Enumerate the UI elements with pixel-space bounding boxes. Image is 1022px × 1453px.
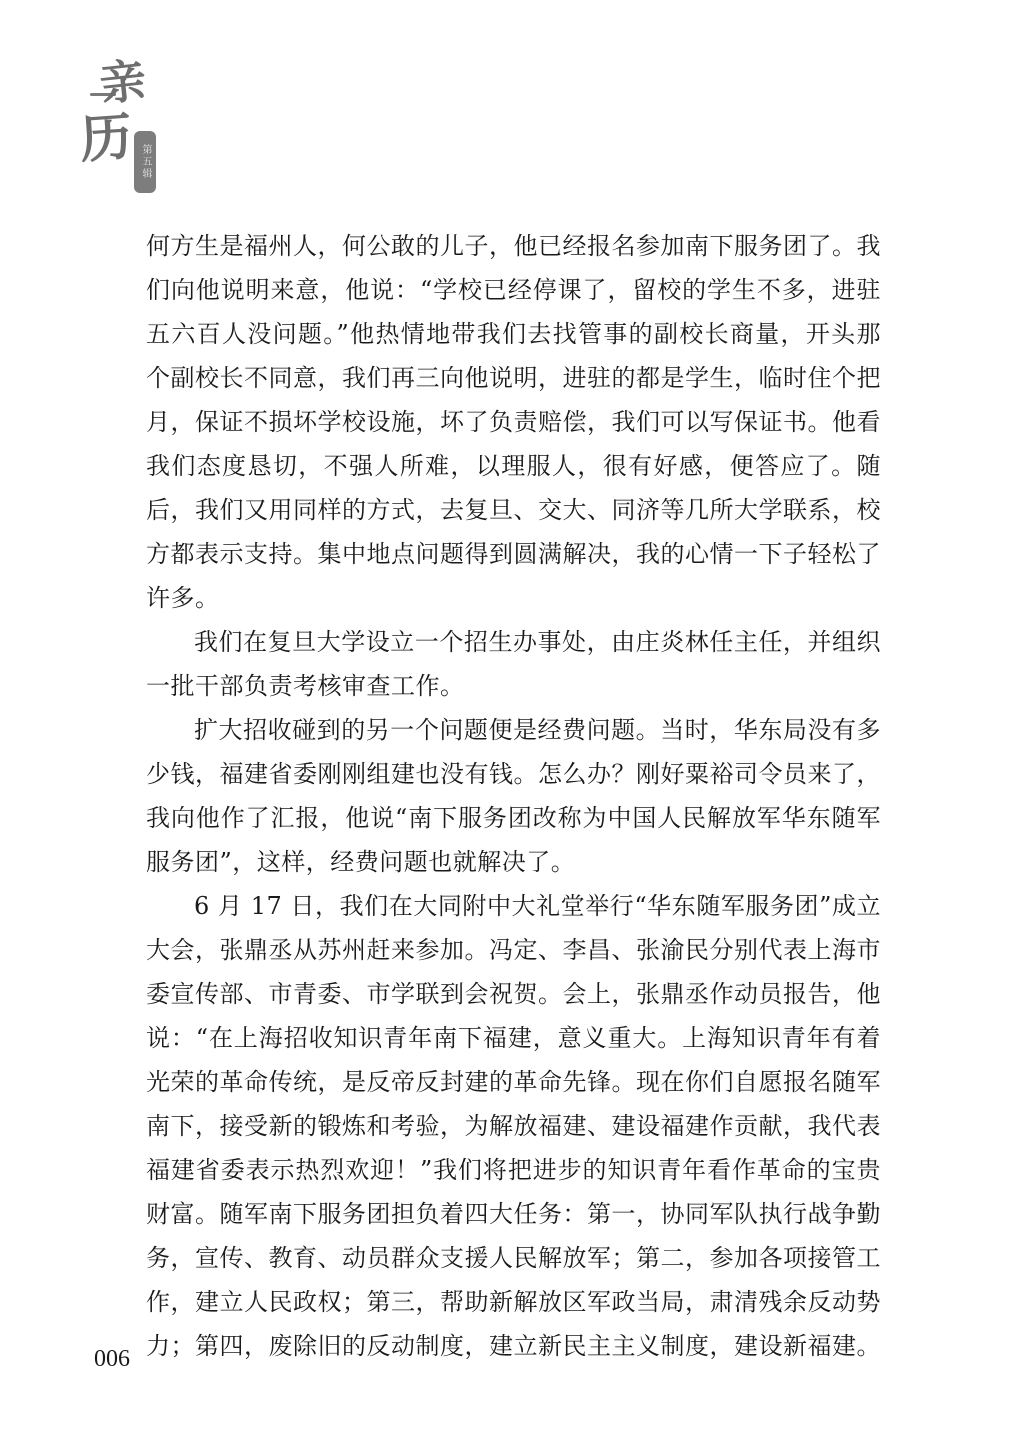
page-number: 006 bbox=[94, 1346, 130, 1372]
logo-seal: 第五辑 bbox=[134, 131, 156, 193]
paragraph-4: 6 月 17 日，我们在大同附中大礼堂举行“华东随军服务团”成立大会，张鼎丞从苏州赶来参加。冯定、李昌、张渝民分别代表上海市委宣传部、市青委、市学联到会祝贺。会上，张鼎丞作动员报告，他说：“在上海招收知识青年南下福建，意义重大。上海知识青年有着光荣的革命传统，是反帝反封建的革命先锋。现在你们自愿报名随军南下，接受新的锻炼和考验，为解放福建、建设福建作贡献，我代表福建省委表示热烈欢迎！”我们将把进步的知识青年看作革命的宝贵财富。随军南下服务团担负着四大任务：第一，协同军队执行战争勤务，宣传、教育、动员群众支援人民解放军；第二，参加各项接管工作，建立人民政权；第三，帮助新解放区军政当局，肃清残余反动势力；第四，废除旧的反动制度，建立新民主主义制度，建设新福建。 bbox=[146, 892, 881, 1360]
logo-character-2: 历 bbox=[77, 106, 135, 171]
paragraph-1: 何方生是福州人，何公敢的儿子，他已经报名参加南下服务团了。我们向他说明来意，他说：“学校已经停课了，留校的学生不多，进驻五六百人没问题。”他热情地带我们去找管事的副校长商量，开头那个副校长不同意，我们再三向他说明，进驻的都是学生，临时住个把月，保证不损坏学校设施，坏了负责赔偿，我们可以写保证书。他看我们态度恳切，不强人所难，以理服人，很有好感，便答应了。随后，我们又用同样的方式，去复旦、交大、同济等几所大学联系，校方都表示支持。集中地点问题得到圆满解决，我的心情一下子轻松了许多。 bbox=[146, 232, 881, 612]
paragraph-2: 我们在复旦大学设立一个招生办事处，由庄炎林任主任，并组织一批干部负责考核审查工作。 bbox=[146, 628, 881, 700]
paragraph-3: 扩大招收碰到的另一个问题便是经费问题。当时，华东局没有多少钱，福建省委刚刚组建也没有钱。怎么办？刚好粟裕司令员来了，我向他作了汇报，他说“南下服务团改称为中国人民解放军华东随军服务团”，这样，经费问题也就解决了。 bbox=[146, 716, 881, 876]
body-text bbox=[146, 224, 881, 1368]
logo-character-1: 亲 bbox=[97, 52, 149, 112]
book-series-logo bbox=[77, 52, 168, 185]
